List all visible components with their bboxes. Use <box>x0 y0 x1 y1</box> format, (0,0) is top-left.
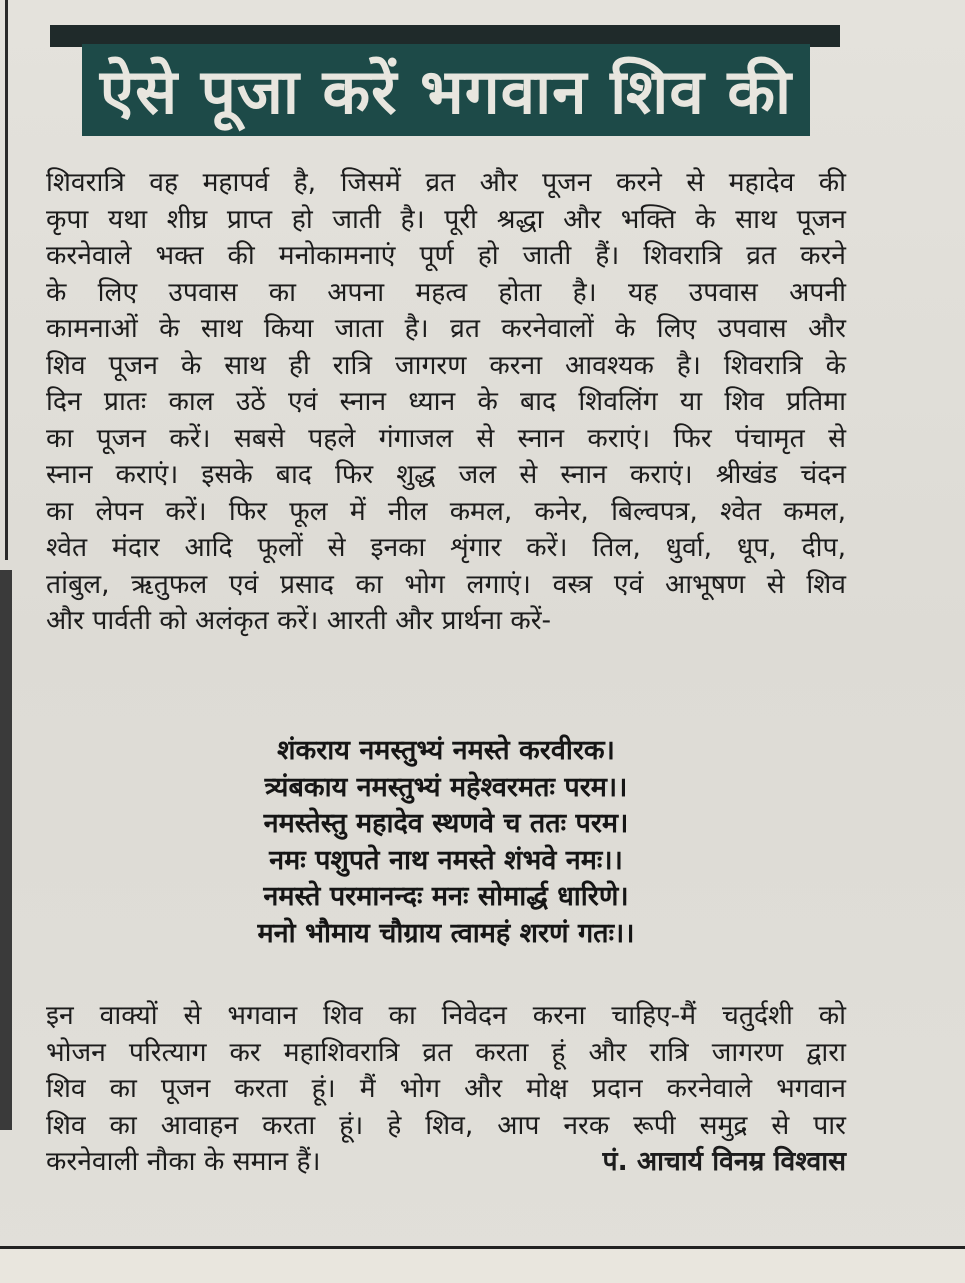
body-line: तांबुल, ऋतुफल एवं प्रसाद का भोग लगाएं। वस्त्र एवं आभूषण से शिव <box>46 568 846 600</box>
body-line: का लेपन करें। फिर फूल में नील कमल, कनेर, बिल्वपत्र, श्वेत कमल, <box>46 495 846 527</box>
closing-line: शिव का पूजन करता हूं। मैं भोग और मोक्ष प्रदान करनेवाले भगवान <box>46 1073 846 1104</box>
page-bottom-edge <box>0 1246 965 1283</box>
body-line: कामनाओं के साथ किया जाता है। व्रत करनेवालों के लिए उपवास और <box>46 313 846 344</box>
body-line: कृपा यथा शीघ्र प्राप्त हो जाती है। पूरी श्रद्धा और भक्ति के साथ पूजन <box>46 203 846 235</box>
author-byline: पं. आचार्य विनम्र विश्वास <box>602 1146 846 1177</box>
body-line: दिन प्रातः काल उठें एवं स्नान ध्यान के बाद शिवलिंग या शिव प्रतिमा <box>46 386 846 417</box>
body-line: स्नान कराएं। इसके बाद फिर शुद्ध जल से स्नान कराएं। श्रीखंड चंदन <box>46 459 846 490</box>
closing-line: शिव का आवाहन करता हूं। हे शिव, आप नरक रूपी समुद्र से पार <box>46 1109 846 1141</box>
verse-line: मनो भौमाय चौग्राय त्वामहं शरणं गतः।। <box>257 917 635 949</box>
headline: ऐसे पूजा करें भगवान शिव की <box>99 55 793 128</box>
closing-line: भोजन परित्याग कर महाशिवरात्रि व्रत करता हूं और रात्रि जागरण द्वारा <box>46 1036 846 1068</box>
closing-paragraph <box>46 998 846 1181</box>
verse-line: नमस्तेस्तु महादेव स्थणवे च ततः परम। <box>263 808 629 839</box>
body-line: करनेवाले भक्त की मनोकामनाएं पूर्ण हो जाती हैं। शिवरात्रि व्रत करने <box>46 240 846 271</box>
verse-line: नमस्ते परमानन्दः मनः सोमार्द्ध धारिणे। <box>263 881 629 912</box>
adjacent-column-edge <box>0 570 12 1130</box>
verse-line: शंकराय नमस्तुभ्यं नमस्ते करवीरक। <box>277 735 615 766</box>
column-rule <box>5 0 8 560</box>
body-line: श्वेत मंदार आदि फूलों से इनका शृंगार करें। तिल, धुर्वा, धूप, दीप, <box>46 532 846 563</box>
verse-line: त्र्यंबकाय नमस्तुभ्यं महेश्वरमतः परम।। <box>264 771 628 803</box>
body-line: शिव पूजन के साथ ही रात्रि जागरण करना आवश्यक है। शिवरात्रि के <box>46 349 846 381</box>
closing-last-line: करनेवाली नौका के समान हैं। <box>46 1146 321 1177</box>
closing-last-row <box>46 1144 846 1181</box>
body-line: शिवरात्रि वह महापर्व है, जिसमें व्रत और पूजन करने से महादेव की <box>46 167 846 198</box>
headline-box <box>82 44 810 136</box>
article-body <box>46 165 846 640</box>
verse-line: नमः पशुपते नाथ नमस्ते शंभवे नमः।। <box>269 844 623 876</box>
closing-line: इन वाक्यों से भगवान शिव का निवेदन करना चाहिए-मैं चतुर्दशी को <box>46 1000 846 1031</box>
body-line: के लिए उपवास का अपना महत्व होता है। यह उपवास अपनी <box>46 276 846 308</box>
prayer-verses <box>46 733 846 952</box>
body-line: और पार्वती को अलंकृत करें। आरती और प्रार्थना करें- <box>46 605 552 636</box>
body-line: का पूजन करें। सबसे पहले गंगाजल से स्नान कराएं। फिर पंचामृत से <box>46 422 846 454</box>
